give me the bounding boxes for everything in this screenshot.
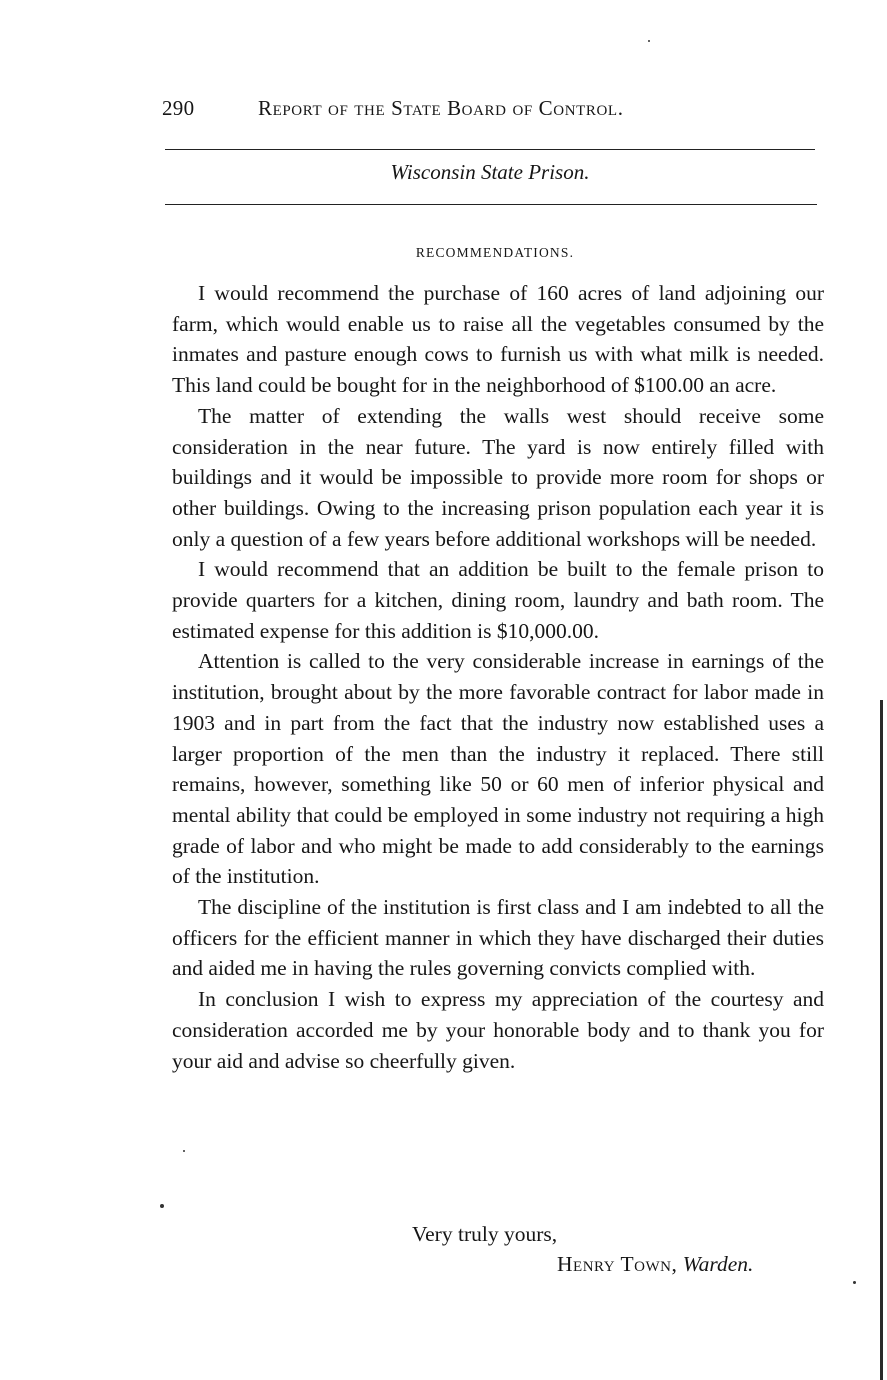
paragraph: I would recommend the purchase of 160 acres of land adjoining our farm, which would enable us to raise all the vegetables consumed by the inmates and pasture enough cows to furnish us with what milk is needed. This land could be bought for in the neighborhood of $100.00 an acre. xyxy=(172,281,824,398)
scan-speck xyxy=(160,1204,164,1208)
signature xyxy=(557,1252,753,1277)
paragraph: The discipline of the institution is first class and I am indebted to all the officers for the efficient manner in which they have discharged their duties and aided me in having the rules governing convicts complied with. xyxy=(172,895,824,981)
scan-speck xyxy=(853,1281,856,1284)
scan-speck xyxy=(648,40,650,42)
top-rule xyxy=(165,149,815,150)
section-subtitle: Wisconsin State Prison. xyxy=(390,160,590,184)
scan-speck xyxy=(183,1150,185,1152)
scan-edge xyxy=(880,700,883,1380)
paragraph: I would recommend that an addition be built to the female prison to provide quarters for a kitchen, dining room, laundry and bath room. The estimated expense for this addition is $10,000.00. xyxy=(172,557,824,643)
paragraph: The matter of extending the walls west should receive some consideration in the near future. The yard is now entirely filled with buildings and it would be impossible to provide more room for shops or other buildings. Owing to the increasing prison population each year it is only a question of a few years before additional workshops will be needed. xyxy=(172,403,824,551)
running-title: Report of the State Board of Control. xyxy=(258,96,624,120)
signer-title: Warden. xyxy=(682,1252,754,1276)
paragraph: Attention is called to the very considerable increase in earnings of the institution, brought about by the more favorable contract for labor made in 1903 and in part from the fact that the industry now established uses a larger proportion of the men than the industry it replaced. There still remains, however, something like 50 or 60 men of inferior physical and mental ability that could be employed in some industry not requiring a high grade of labor and who might be made to add considerably to the earnings of the institution. xyxy=(172,649,824,889)
closing-salutation: Very truly yours, xyxy=(412,1222,558,1246)
page-number: 290 xyxy=(162,96,195,120)
paragraph: In conclusion I wish to express my appreciation of the courtesy and consideration accorded me by your honorable body and to thank you for your aid and advise so cheerfully given. xyxy=(172,987,824,1073)
bottom-rule xyxy=(165,204,817,205)
section-heading: RECOMMENDATIONS. xyxy=(415,245,575,260)
signer-name: Henry Town, xyxy=(557,1252,678,1276)
body-text xyxy=(172,278,824,1076)
